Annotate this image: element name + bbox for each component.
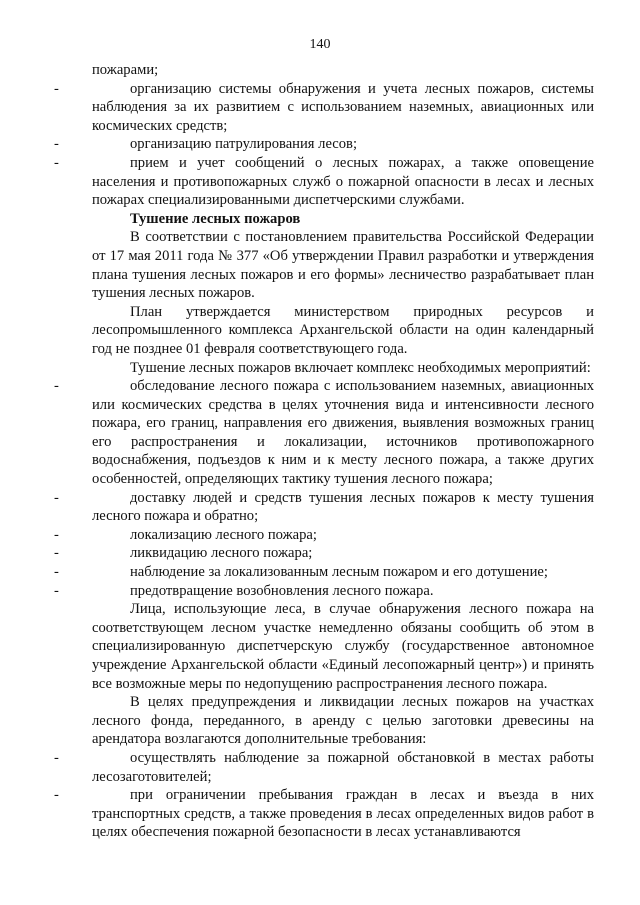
list-item	[54, 489, 594, 526]
section-heading: Тушение лесных пожаров	[130, 210, 301, 227]
paragraph: Тушение лесных пожаров включает комплекс необходимых мероприятий:	[130, 359, 591, 376]
list-marker: -	[54, 80, 59, 97]
list-item-text: наблюдение за локализованным лесным пожаром и его дотушение;	[130, 564, 548, 581]
list-item-text: обследование лесного пожара с использованием наземных, авиационных или космических средства в целях уточнения вида и интенсивности лесного пожара, его границ, направления его движения, выявления возможных границ его распространения и локализации, источников противопожарного водоснабжения, подъездов к ним и к месту лесного пожара, а также других особенностей, определяющих тактику тушения лесного пожара;	[92, 378, 594, 488]
list-item	[54, 154, 594, 210]
list-item-text: организацию системы обнаружения и учета лесных пожаров, системы наблюдения за их развитием с использованием наземных, авиационных или космических средств;	[92, 80, 594, 134]
paragraph-continuation: пожарами;	[92, 62, 159, 78]
paragraph: В целях предупреждения и ликвидации лесных пожаров на участках лесного фонда, переданного, в аренду с целью заготовки древесины на арендатора возлагаются дополнительные требования:	[92, 694, 594, 748]
list-item	[54, 80, 594, 136]
list-item	[54, 544, 594, 563]
list-marker: -	[54, 489, 59, 506]
list-marker: -	[54, 154, 59, 171]
list-item-text: доставку людей и средств тушения лесных пожаров к месту тушения лесного пожара и обратно;	[92, 489, 594, 525]
paragraph: План утверждается министерством природных ресурсов и лесопромышленного комплекса Архангельской области на один календарный год не позднее 01 февраля соответствующего года.	[92, 303, 594, 357]
paragraph: В соответствии с постановлением правительства Российской Федерации от 17 мая 2011 года № 377 «Об утверждении Правил разработки и утверждения плана тушения лесных пожаров и его формы» лесничество разрабатывает план тушения лесных пожаров.	[92, 229, 594, 302]
list-item	[54, 786, 594, 842]
list-item-text: осуществлять наблюдение за пожарной обстановкой в местах работы лесозаготовителей;	[92, 749, 594, 785]
list-marker: -	[54, 526, 59, 543]
list-item	[54, 563, 594, 582]
list-item-text: организацию патрулирования лесов;	[130, 136, 358, 153]
list-item	[54, 135, 594, 154]
list-item-text: предотвращение возобновления лесного пожара.	[130, 582, 434, 599]
list-marker: -	[54, 787, 59, 804]
list-marker: -	[54, 136, 59, 153]
list-marker: -	[54, 582, 59, 599]
list-item-text: прием и учет сообщений о лесных пожарах, а также оповещение населения и противопожарных служб о пожарной опасности в лесах и лесных пожарах специализированными диспетчерскими службами.	[92, 154, 594, 209]
list-item	[54, 526, 594, 545]
list-item	[54, 582, 594, 601]
list-marker: -	[54, 545, 59, 562]
list-item-text: локализацию лесного пожара;	[130, 526, 317, 543]
list-item-text: при ограничении пребывания граждан в лесах и въезда в них транспортных средств, а также проведения в лесах определенных видов работ в целях обеспечения пожарной безопасности в лесах устанавливаются	[92, 787, 594, 841]
page-body	[54, 61, 594, 842]
list-item-text: ликвидацию лесного пожара;	[130, 545, 313, 562]
list-marker: -	[54, 564, 59, 581]
list-item	[54, 749, 594, 786]
list-marker: -	[54, 749, 59, 766]
paragraph: Лица, использующие леса, в случае обнаружения лесного пожара на соответствующем лесном участке немедленно обязаны сообщить об этом в специализированную диспетчерскую службу (государственное автономное учреждение Архангельской области «Единый лесопожарный центр») и принять все возможные меры по недопущению распространения лесного пожара.	[92, 601, 594, 692]
page-number: 140	[309, 37, 331, 52]
list-item	[54, 377, 594, 489]
list-marker: -	[54, 378, 59, 395]
